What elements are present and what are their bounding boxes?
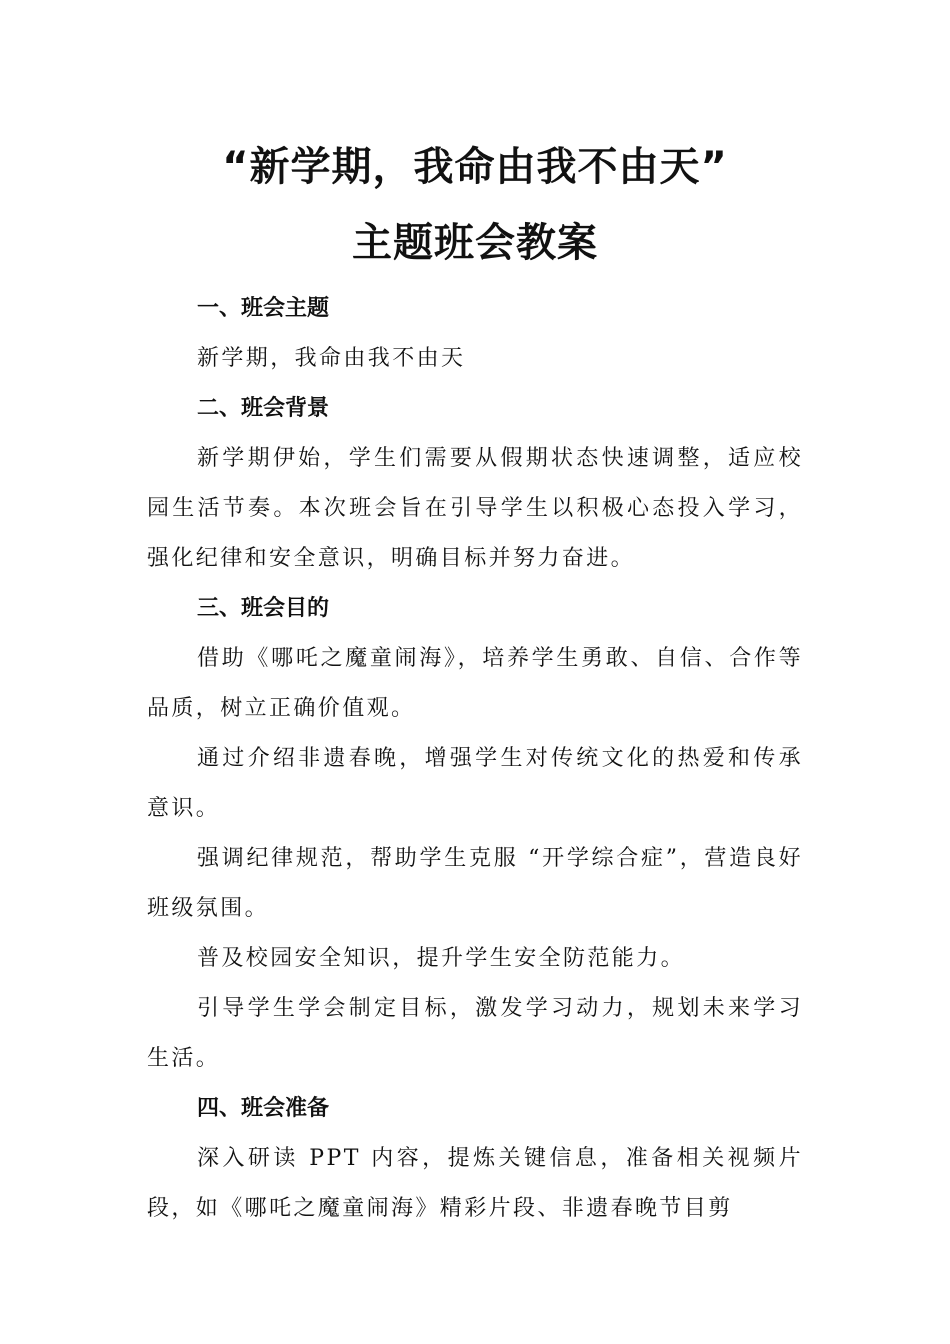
section-heading: 一、班会主题 bbox=[197, 296, 330, 321]
section-background bbox=[147, 384, 803, 584]
paragraph: 引导学生学会制定目标，激发学习动力，规划未来学习生活。 bbox=[147, 996, 803, 1071]
document-page bbox=[147, 135, 803, 1234]
paragraph: 新学期伊始，学生们需要从假期状态快速调整，适应校园生活节奏。本次班会旨在引导学生以积极心态投入学习，强化纪律和安全意识，明确目标并努力奋进。 bbox=[147, 446, 803, 571]
title-line-1: “新学期，我命由我不由天” bbox=[222, 144, 728, 190]
section-heading: 二、班会背景 bbox=[197, 396, 330, 421]
paragraph: 强调纪律规范，帮助学生克服 “开学综合症”，营造良好班级氛围。 bbox=[147, 846, 803, 921]
paragraph: 深入研读 PPT 内容，提炼关键信息，准备相关视频片段，如《哪吒之魔童闹海》精彩片段、非遗春晚节目剪 bbox=[147, 1146, 803, 1221]
section-heading: 三、班会目的 bbox=[197, 596, 330, 621]
section-preparation bbox=[147, 1084, 803, 1234]
section-heading: 四、班会准备 bbox=[197, 1096, 330, 1121]
paragraph: 普及校园安全知识，提升学生安全防范能力。 bbox=[197, 946, 686, 971]
section-purpose bbox=[147, 584, 803, 1084]
section-theme bbox=[147, 284, 803, 384]
title-line-2: 主题班会教案 bbox=[352, 220, 598, 266]
document-title bbox=[147, 135, 803, 275]
paragraph: 新学期，我命由我不由天 bbox=[197, 346, 466, 371]
paragraph: 通过介绍非遗春晚，增强学生对传统文化的热爱和传承意识。 bbox=[147, 746, 803, 821]
paragraph: 借助《哪吒之魔童闹海》，培养学生勇敢、自信、合作等品质，树立正确价值观。 bbox=[147, 646, 803, 721]
